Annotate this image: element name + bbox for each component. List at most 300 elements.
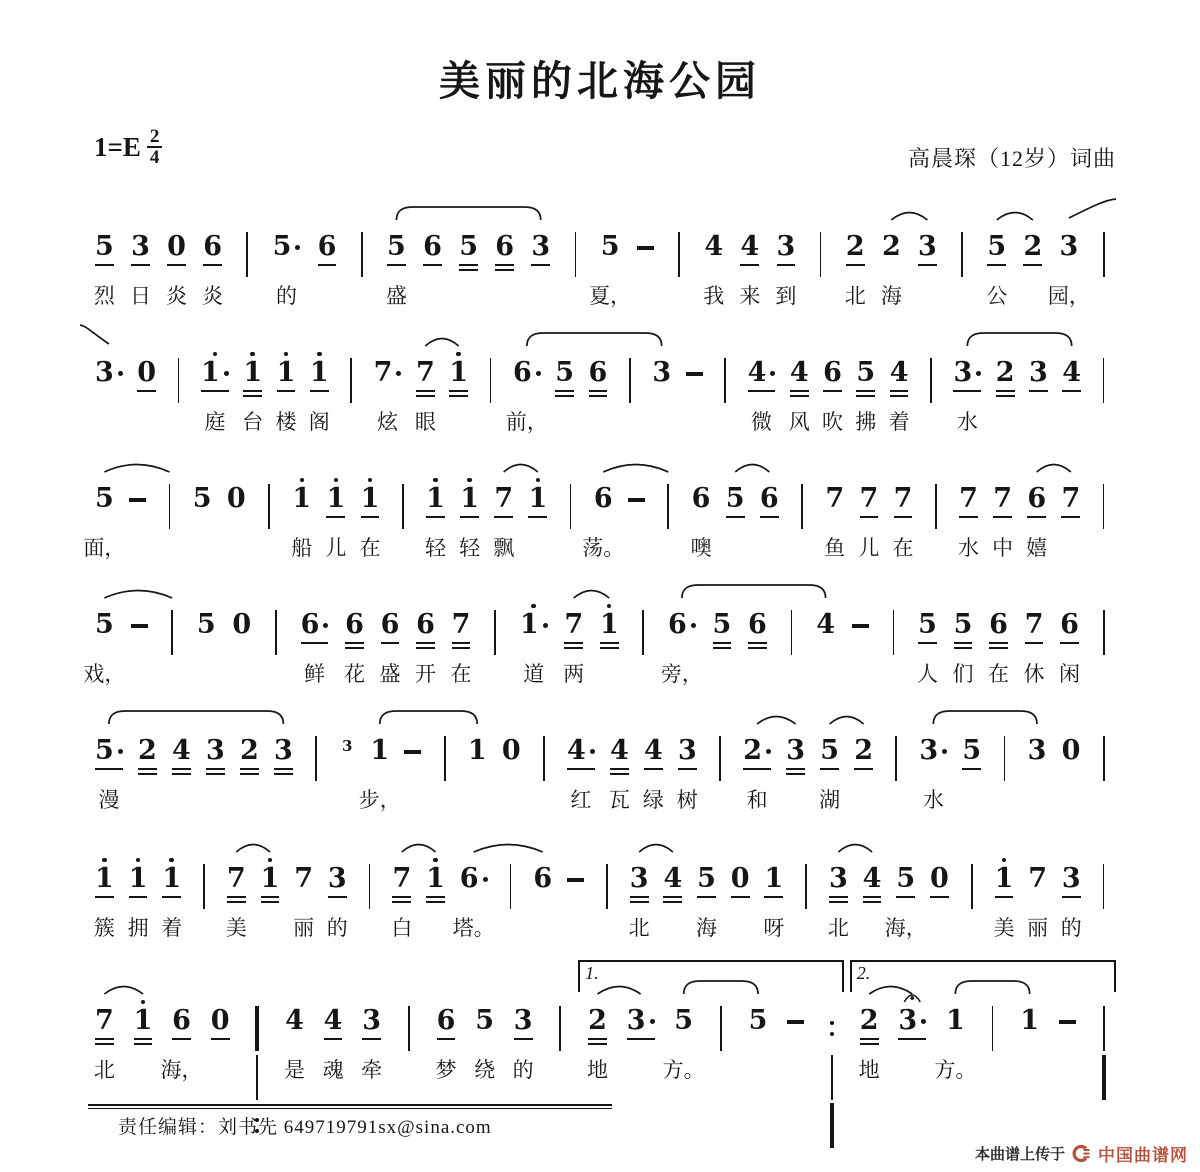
underline-group xyxy=(261,896,280,903)
lyric: 水 xyxy=(922,788,944,812)
underline-group xyxy=(564,642,583,649)
underline xyxy=(172,773,191,775)
underline-group xyxy=(95,896,114,898)
note-digit: 4 xyxy=(610,735,629,766)
lyric: 炫 xyxy=(377,410,399,434)
note-digit: 6 xyxy=(1060,609,1079,640)
octave-dot xyxy=(268,858,273,863)
note-token xyxy=(788,348,810,434)
underline xyxy=(610,773,629,775)
underline-group xyxy=(416,642,435,649)
underline-group xyxy=(726,516,745,518)
underline xyxy=(131,264,150,266)
slur-arc xyxy=(891,213,927,221)
lyric: 绿 xyxy=(642,788,664,812)
note-token xyxy=(880,222,902,308)
barline xyxy=(268,600,284,655)
note-token xyxy=(600,600,619,649)
underline-group xyxy=(1027,516,1046,518)
underline-group xyxy=(437,1038,456,1040)
note-digit: 5 xyxy=(918,609,937,640)
octave-dot xyxy=(467,478,472,483)
lyric: 方。 xyxy=(934,1058,977,1082)
lyric: 拂 xyxy=(855,410,877,434)
underline xyxy=(678,768,697,770)
underline xyxy=(426,896,445,898)
slur-arc xyxy=(1037,465,1071,473)
measure-row xyxy=(95,348,1112,434)
slur-arc xyxy=(104,465,169,473)
underline xyxy=(449,395,468,397)
barline xyxy=(1096,222,1112,277)
underline xyxy=(416,647,435,649)
editor-credit: 责任编辑：刘书先 649719791sx@sina.com xyxy=(118,1117,492,1138)
lyric: 丽 xyxy=(1027,916,1049,940)
underline xyxy=(894,516,913,518)
underline xyxy=(328,896,347,898)
barline xyxy=(483,348,499,403)
underline xyxy=(437,1038,456,1040)
barline xyxy=(261,474,277,529)
octave-dot xyxy=(433,858,438,863)
note-token xyxy=(582,474,625,560)
underline xyxy=(426,901,445,903)
underline-group xyxy=(996,390,1015,397)
notation-system xyxy=(0,956,1200,1086)
underline xyxy=(890,390,909,392)
note-token xyxy=(261,854,280,903)
note-digit: 7 xyxy=(226,863,246,894)
lyric: 地 xyxy=(858,1058,880,1082)
barline xyxy=(354,222,370,277)
underline-group xyxy=(211,1038,230,1040)
note-token xyxy=(563,600,585,686)
note-digit: 5 xyxy=(95,483,114,514)
underline xyxy=(416,390,435,392)
note-digit: 6 xyxy=(301,610,329,640)
note-token xyxy=(731,854,750,898)
grace-note xyxy=(339,728,355,754)
note-digit: 6 xyxy=(423,231,442,262)
underline-group xyxy=(277,390,296,392)
underline-group xyxy=(856,390,875,397)
barline-stroke xyxy=(642,610,644,655)
note-digit: 4 xyxy=(748,358,776,388)
barline-stroke xyxy=(494,610,496,655)
note-token xyxy=(275,348,297,434)
note-token xyxy=(747,348,776,434)
note-token xyxy=(291,474,313,560)
note-token xyxy=(435,996,457,1082)
lyric: 风 xyxy=(788,410,810,434)
note-token xyxy=(1047,222,1090,308)
underline xyxy=(324,1038,343,1040)
note-digit: 2 xyxy=(845,231,865,262)
barline xyxy=(964,854,980,909)
notation-system xyxy=(0,308,1200,438)
underline xyxy=(567,768,595,770)
duration-dash xyxy=(404,726,421,754)
note-token xyxy=(739,222,761,308)
underline xyxy=(95,264,114,266)
lyric: 北 xyxy=(628,916,650,940)
underline-group xyxy=(1060,642,1079,644)
underline xyxy=(777,264,796,266)
note-digit: 3 xyxy=(919,736,947,766)
watermark-site-name: 中国曲谱网 xyxy=(1098,1146,1188,1165)
underline xyxy=(531,264,550,266)
lyric: 旁， xyxy=(660,662,703,686)
note-digit: 1 xyxy=(95,863,114,894)
augmentation-dot xyxy=(921,1019,926,1024)
note-token xyxy=(642,726,664,812)
note-digit: 5 xyxy=(555,357,575,388)
note-token xyxy=(652,348,671,388)
note-token xyxy=(819,726,841,812)
note-token xyxy=(193,474,212,514)
lyric: 的 xyxy=(275,284,297,308)
underline-group xyxy=(846,264,865,266)
barline xyxy=(308,726,324,781)
note-digit: 3 xyxy=(918,231,937,262)
note-digit: 7 xyxy=(494,483,514,514)
lyric: 面， xyxy=(83,536,126,560)
octave-dot xyxy=(531,604,536,609)
barline-stroke xyxy=(1103,484,1105,529)
underline xyxy=(1025,642,1044,644)
underline-group xyxy=(713,642,732,649)
note-token xyxy=(1062,348,1081,392)
underline-group xyxy=(953,390,981,392)
octave-dot xyxy=(1002,858,1007,863)
meter-denominator: 4 xyxy=(149,147,160,168)
underline xyxy=(240,773,259,775)
barline-stroke xyxy=(1103,358,1105,403)
lyric: 闲 xyxy=(1059,662,1081,686)
barline-stroke xyxy=(1103,736,1105,781)
note-token xyxy=(129,222,151,308)
barline-stroke xyxy=(315,736,317,781)
octave-dot xyxy=(433,478,438,483)
lyric: 水 xyxy=(956,410,978,434)
volta-label: 2. xyxy=(856,963,871,983)
lyric: 阁 xyxy=(308,410,330,434)
note-token xyxy=(83,474,126,560)
measure-row xyxy=(83,600,1112,686)
lyric: 们 xyxy=(952,662,974,686)
underline-group xyxy=(162,896,181,898)
underline-group xyxy=(449,390,468,397)
note-digit: 6 xyxy=(593,483,613,514)
note-token xyxy=(272,222,301,308)
note-token xyxy=(930,854,949,898)
dash-stroke xyxy=(404,750,421,754)
note-digit: 5 xyxy=(856,357,876,388)
underline xyxy=(564,647,583,649)
barline xyxy=(487,600,503,655)
note-digit: 7 xyxy=(392,863,412,894)
underline xyxy=(1062,390,1081,392)
barline xyxy=(996,726,1012,781)
underline xyxy=(361,516,380,518)
barline-stroke xyxy=(171,610,173,655)
underline xyxy=(863,901,882,903)
note-digit: 4 xyxy=(789,357,809,388)
slur-arc xyxy=(603,465,668,473)
note-digit: 6 xyxy=(317,231,337,262)
underline-group xyxy=(528,516,547,518)
note-digit: 2 xyxy=(138,735,157,766)
barline-stroke xyxy=(178,358,180,403)
underline xyxy=(663,896,682,898)
note-digit: 6 xyxy=(748,609,767,640)
underline xyxy=(898,1038,926,1040)
barline-stroke xyxy=(935,484,937,529)
underline xyxy=(459,264,478,266)
lyric: 拥 xyxy=(127,916,149,940)
slur-arc xyxy=(838,845,872,853)
note-token xyxy=(197,600,216,640)
underline-group xyxy=(203,264,222,266)
note-token xyxy=(760,474,779,518)
underline xyxy=(748,647,767,649)
lyric: 美 xyxy=(993,916,1015,940)
underline xyxy=(416,642,435,644)
note-token xyxy=(1027,854,1049,940)
note-token xyxy=(206,726,225,775)
underline xyxy=(95,1038,114,1040)
note-digit: 4 xyxy=(862,863,882,894)
octave-dot xyxy=(334,478,339,483)
underline xyxy=(452,642,471,644)
octave-dot xyxy=(317,352,322,357)
lyric: 鲜 xyxy=(304,662,325,686)
notation-system xyxy=(0,434,1200,564)
note-token xyxy=(919,726,947,812)
note-digit: 0 xyxy=(226,483,246,514)
note-digit: 7 xyxy=(294,863,314,894)
barline-stroke xyxy=(1103,610,1105,655)
note-digit: 5 xyxy=(95,231,114,262)
note-token xyxy=(992,474,1014,560)
note-digit: 4 xyxy=(323,1005,343,1036)
underline-group xyxy=(731,896,750,898)
underline xyxy=(345,647,364,649)
note-digit: 3 xyxy=(898,1006,926,1036)
note-token xyxy=(713,600,732,649)
underline xyxy=(663,901,682,903)
note-token xyxy=(452,854,495,940)
qupu-logo-icon xyxy=(1072,1144,1091,1163)
underline xyxy=(138,768,157,770)
lyric: 炎 xyxy=(166,284,188,308)
note-digit: 3 xyxy=(652,357,672,388)
note-digit: 1 xyxy=(201,358,229,388)
note-digit: 6 xyxy=(345,609,364,640)
underline xyxy=(726,516,745,518)
lyric: 的 xyxy=(512,1058,534,1082)
note-digit: 6 xyxy=(380,609,400,640)
note-token xyxy=(300,600,329,686)
lyric: 呀 xyxy=(763,916,785,940)
final-barline xyxy=(1096,996,1112,1100)
slur-arc xyxy=(402,845,436,853)
underline xyxy=(426,516,445,518)
underline-group xyxy=(459,264,478,271)
note-digit: 4 xyxy=(285,1005,304,1036)
note-digit: 7 xyxy=(564,609,584,640)
underline xyxy=(953,390,981,392)
lyric: 美 xyxy=(225,916,247,940)
note-token xyxy=(888,348,910,434)
underline-group xyxy=(95,1038,114,1045)
duration-dash xyxy=(628,474,645,502)
underline-group xyxy=(227,896,246,903)
slur-arc xyxy=(425,339,458,347)
underline-group xyxy=(1023,264,1042,266)
lyric: 儿 xyxy=(858,536,880,560)
underline-group xyxy=(206,768,225,775)
note-digit: 3 xyxy=(131,231,150,262)
lyric: 塔。 xyxy=(452,916,495,940)
note-digit: 4 xyxy=(889,357,909,388)
barline xyxy=(622,348,638,403)
note-token xyxy=(743,726,771,812)
barline xyxy=(536,726,552,781)
note-token xyxy=(988,600,1010,686)
underline xyxy=(274,773,293,775)
barline-stroke xyxy=(720,1006,722,1051)
underline xyxy=(959,516,978,518)
augmentation-dot xyxy=(118,371,123,376)
underline xyxy=(697,896,716,898)
slur-arc xyxy=(396,207,540,220)
lyric: 园， xyxy=(1047,284,1090,308)
repeat-end-barline xyxy=(824,996,840,1148)
note-token xyxy=(318,222,337,266)
note-digit: 6 xyxy=(203,231,223,262)
augmentation-dot xyxy=(942,749,947,754)
underline-group xyxy=(201,390,229,392)
duration-dash xyxy=(637,222,654,250)
underline xyxy=(138,773,157,775)
lyric: 微 xyxy=(750,410,772,434)
augmentation-dot xyxy=(766,749,771,754)
note-token xyxy=(858,996,880,1082)
barline-stroke xyxy=(444,736,446,781)
underline xyxy=(863,896,882,898)
note-digit: 7 xyxy=(374,358,402,388)
barline xyxy=(985,996,1001,1051)
augmentation-dot xyxy=(691,623,696,628)
barline-stroke xyxy=(629,358,631,403)
barline xyxy=(784,600,800,655)
slur-arc xyxy=(504,465,538,473)
underline-group xyxy=(138,768,157,775)
underline xyxy=(243,395,262,397)
barline-stroke xyxy=(575,232,577,277)
note-digit: 3 xyxy=(1059,231,1079,262)
underline xyxy=(555,395,574,397)
lyric: 我 xyxy=(703,284,725,308)
note-token xyxy=(996,348,1015,397)
note-token xyxy=(660,600,703,686)
underline-group xyxy=(495,264,514,271)
note-token xyxy=(202,222,224,308)
barline-stroke xyxy=(820,232,822,277)
underline-group xyxy=(748,390,776,392)
barline-stroke xyxy=(350,358,352,403)
time-signature xyxy=(147,128,163,166)
note-token xyxy=(1023,600,1045,686)
underline-group xyxy=(860,1038,879,1045)
note-token xyxy=(326,854,348,940)
note-digit: 5 xyxy=(273,232,301,262)
underline xyxy=(345,642,364,644)
underline-group xyxy=(989,642,1008,649)
underline-group xyxy=(588,1038,607,1045)
underline-group xyxy=(345,642,364,649)
lyric: 烈 xyxy=(93,284,115,308)
note-digit: 5 xyxy=(748,1005,768,1036)
barline xyxy=(164,600,180,655)
duration-dash xyxy=(129,474,146,502)
dash-stroke xyxy=(787,1020,804,1024)
underline xyxy=(494,516,513,518)
note-token xyxy=(953,348,981,434)
note-digit: 5 xyxy=(196,609,216,640)
note-digit: 1 xyxy=(467,735,487,766)
underline-group xyxy=(95,264,114,266)
lyric: 戏， xyxy=(83,662,126,686)
underline xyxy=(786,773,805,775)
note-digit: 1 xyxy=(945,1005,965,1036)
note-token xyxy=(227,474,246,514)
key-tonic: 1= xyxy=(94,131,123,162)
barline xyxy=(401,996,417,1051)
octave-dot xyxy=(536,478,541,483)
note-token xyxy=(662,996,705,1082)
lyric: 水 xyxy=(957,536,979,560)
underline xyxy=(860,1043,879,1045)
underline xyxy=(423,264,442,266)
note-token xyxy=(726,474,745,518)
note-token xyxy=(160,996,203,1082)
underline-group xyxy=(1025,642,1044,644)
underline xyxy=(760,516,779,518)
note-digit: 1 xyxy=(260,863,280,894)
underline xyxy=(167,264,186,266)
note-token xyxy=(424,474,446,560)
slur-arc xyxy=(474,845,543,853)
underline-group xyxy=(962,768,981,770)
barline xyxy=(239,222,255,277)
lyric: 和 xyxy=(746,788,768,812)
lyric: 步， xyxy=(358,788,401,812)
lyric: 梦 xyxy=(435,1058,457,1082)
note-token xyxy=(589,348,608,397)
note-digit: 6 xyxy=(691,483,711,514)
underline xyxy=(452,647,471,649)
note-token xyxy=(274,726,293,775)
lyric: 夏， xyxy=(589,284,632,308)
slur-arc xyxy=(639,845,673,853)
note-digit: 6 xyxy=(588,357,608,388)
note-token xyxy=(83,600,126,686)
note-token xyxy=(763,854,785,940)
lyric: 来 xyxy=(739,284,761,308)
underline-group xyxy=(301,642,329,644)
